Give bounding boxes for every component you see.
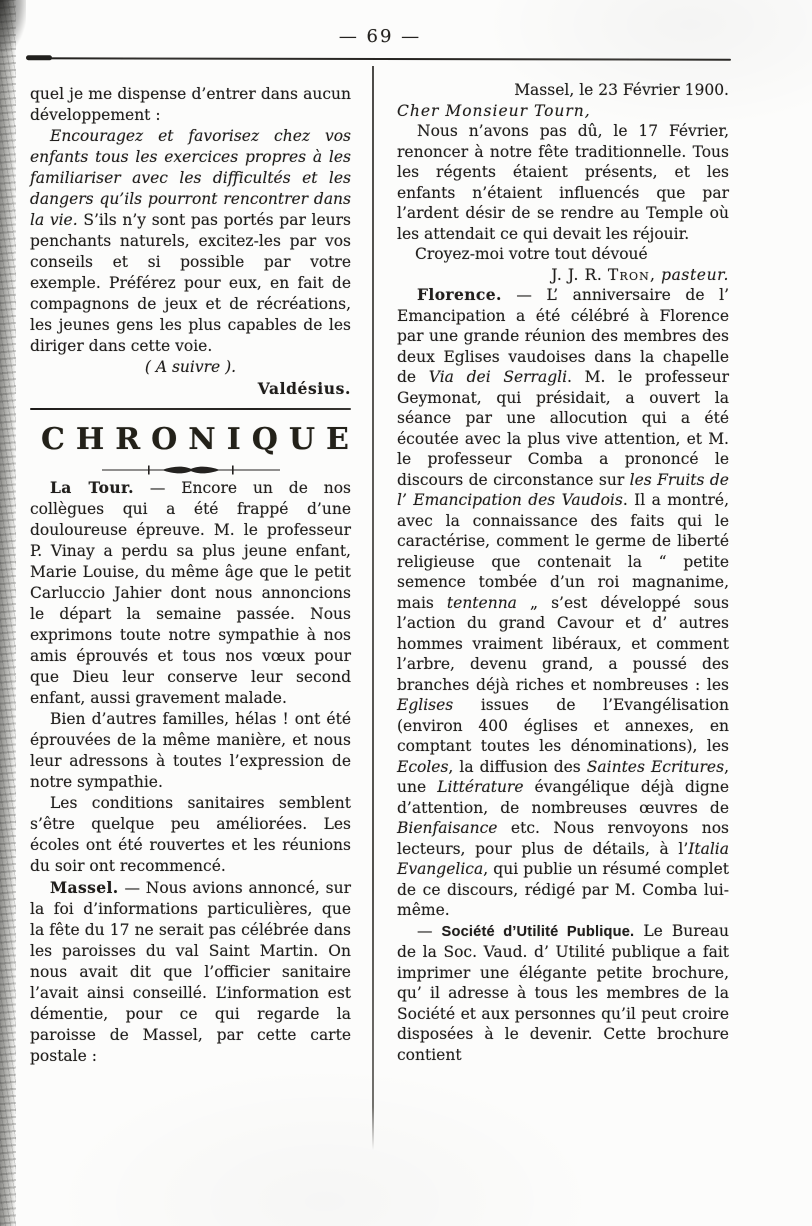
page-number: — 69 — xyxy=(338,26,422,47)
news-item-societe-utilite-publique: — Société d’Utilité Publique. Le Bureau de la Soc. Vaud. d’ Utilité publique a fait imprimer une élégante petite brochure, qu’ il adresse à tous les membres de la Société et aux personnes qu’il peut croire disposées à le devenir. Cette brochure contient xyxy=(397,921,730,1064)
column-divider-rule xyxy=(372,66,374,1150)
scan-corner-smudge xyxy=(0,0,26,52)
ornament-divider xyxy=(96,463,286,477)
letter-closing: Croyez-moi votre tout dévoué xyxy=(415,245,648,263)
section-rule xyxy=(30,408,351,410)
header-rule xyxy=(28,57,731,61)
right-column xyxy=(397,80,729,1065)
news-paragraph-conditions: Les conditions sanitaires semblent s’être quelque peu améliorées. Les écoles ont été rouvertes et les réunions du soir ont recommencé. xyxy=(30,794,351,876)
news-item-florence: Florence. — L’ anniversaire de l’ Emancipation a été célébré à Florence par une grande réunion des membres des deux Eglises vaudoises dans la chapelle de Via dei Serragli. M. le professeur Geymonat, qui présidait, a ouvert la séance par une allocution qui a été écoutée avec la plus vive attention, et M. le professeur Comba a prononcé le discours de circonstance sur les Fruits de l’ Emancipation des Vaudois. Il a montré, avec la connaissance des faits qui le caractérise, comment le germe de liberté religieuse que contenait la “ petite semence tombée d’un roi magnanime, mais tentenna „ s’est développé sous l’action du grand Cavour et d’ autres hommes vraiment libéraux, et comment l’arbre, devenu grand, a poussé des branches déjà riches et nombreuses : les Eglises issues de l’Evangélisation (environ 400 églises et annexes, en comptant toutes les dénominations), les Ecoles, la diffusion des Saintes Ecritures, une Littérature évangélique déjà digne d’attention, de nombreuses œuvres de Bienfaisance etc. Nous renvoyons nos lecteurs, pour plus de détails, à l’Italia Evangelica, qui publie un résumé complet de ce discours, rédigé par M. Comba lui-même. xyxy=(397,285,730,919)
letter-salutation: Cher Monsieur Tourn, xyxy=(397,101,591,120)
news-item-massel: Massel. — Nous avions annoncé, sur la foi d’informations particulières, que la fête du 17 ne serait pas célébrée dans les paroisses du val Saint Martin. On nous avait dit que l’officier sanitaire l’avait ainsi conseillé. L’information est démentie, pour ce qui regarde la paroisse de Massel, par cette carte postale : xyxy=(30,878,351,1066)
left-column xyxy=(30,84,360,1067)
intro-quotation-paragraph: Encouragez et favorisez chez vos enfants tous les exercices propres à les familiariser avec les difficultés et les dangers qu’ils pourront rencontrer dans la vie. S’ils n’y sont pas portés par leurs penchants naturels, excitez-les par vos conseils et si possible par votre exemple. Préférez pour eux, en fait de compagnons de jeux et de récréations, les jeunes gens les plus capables de les diriger dans cette voie. xyxy=(30,127,351,355)
intro-paragraph-continuation: quel je me dispense d’entrer dans aucun développement : xyxy=(30,85,351,124)
news-item-la-tour: La Tour. — Encore un de nos collègues qui a été frappé d’une douloureuse épreuve. M. le professeur P. Vinay a perdu sa plus jeune enfant, Marie Louise, du même âge que le petit Carluccio Jahier dont nous annoncions le départ la semaine passée. Nous exprimons toute notre sympathie à nos amis éprouvés et tous nos vœux pour que Dieu leur conserve leur second enfant, aussi gravement malade. xyxy=(30,478,352,708)
to-be-continued-note: ( A suivre ). xyxy=(144,358,237,376)
section-title-chronique: CHRONIQUE xyxy=(41,422,360,458)
article-signature: Valdésius. xyxy=(257,379,351,398)
letter-dateline: Massel, le 23 Février 1900. xyxy=(514,81,729,99)
letter-body: Nous n’avons pas dû, le 17 Février, renoncer à notre fête traditionnelle. Tous les régents étaient présents, et les enfants n’étaient influencés que par l’ardent désir de se rendre au Temple où les attendait ce qui devait les réjouir. xyxy=(397,122,729,243)
scan-edge-shadow xyxy=(0,0,16,1226)
letter-signature: J. J. R. Tron, pasteur. xyxy=(551,265,729,284)
news-paragraph-familles: Bien d’autres familles, hélas ! ont été éprouvées de la même manière, et nous leur adressons à toutes l’expression de notre sympathie. xyxy=(30,710,351,792)
